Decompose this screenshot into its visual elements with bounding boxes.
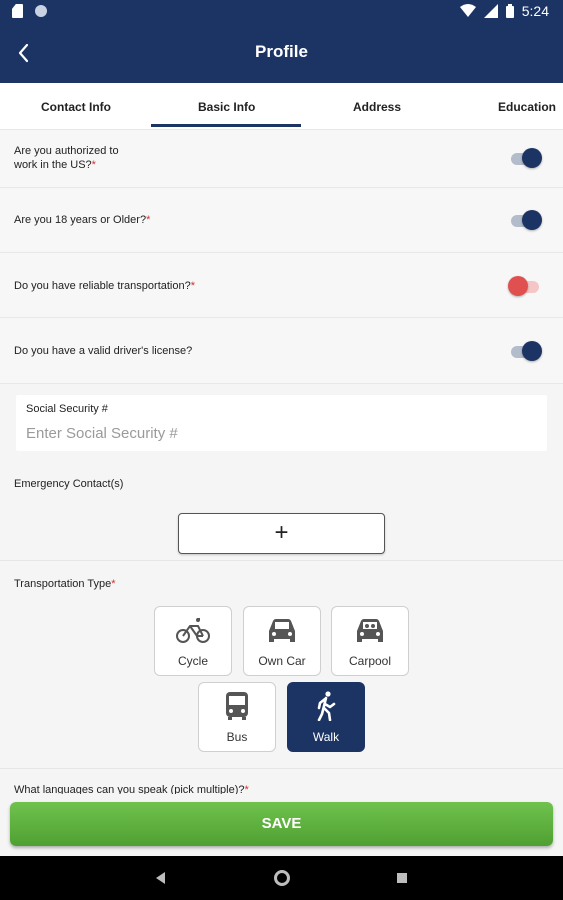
- transport-option-label: Walk: [312, 730, 340, 744]
- app-bar: [0, 24, 563, 83]
- ssn-card: [16, 395, 547, 451]
- transport-option-label: Own Car: [258, 654, 306, 668]
- question-row-authorized: [0, 130, 563, 188]
- tab-bar: [0, 83, 563, 130]
- add-emergency-contact-button[interactable]: +: [178, 513, 385, 554]
- status-bar: [0, 0, 563, 24]
- ssn-input[interactable]: [26, 425, 526, 442]
- divider: [0, 560, 563, 561]
- nav-recents-icon[interactable]: [397, 873, 407, 883]
- question-label: Are you 18 years or Older?*: [14, 214, 151, 226]
- bus-icon: [220, 691, 254, 721]
- carpool-icon: [353, 615, 387, 645]
- transport-option-bus[interactable]: [198, 682, 276, 752]
- transport-option-walk[interactable]: [287, 682, 365, 752]
- transport-option-label: Cycle: [177, 654, 208, 668]
- required-marker: *: [146, 214, 151, 226]
- status-time: 5:24: [521, 3, 549, 19]
- signal-icon: [484, 4, 498, 18]
- tab-address[interactable]: Address: [353, 100, 402, 114]
- battery-icon: [506, 4, 514, 18]
- question-label: Do you have a valid driver's license?: [14, 345, 193, 357]
- transport-option-label: Carpool: [348, 654, 392, 668]
- required-marker: *: [190, 280, 196, 292]
- system-nav-bar: [0, 856, 563, 900]
- transport-option-cycle[interactable]: [154, 606, 232, 676]
- question-label: Are you authorized to work in the US?*: [14, 145, 119, 171]
- required-marker: *: [91, 159, 96, 171]
- transport-option-own-car[interactable]: [243, 606, 321, 676]
- age-toggle[interactable]: [509, 210, 541, 228]
- authorized-toggle[interactable]: [509, 148, 541, 166]
- languages-label: What languages can you speak (pick multiple)?*: [14, 784, 249, 794]
- transportation-type-label: Transportation Type*: [14, 578, 116, 590]
- wifi-icon: [460, 4, 476, 18]
- transportation-toggle[interactable]: [509, 276, 541, 294]
- save-button[interactable]: SAVE: [10, 802, 553, 846]
- question-label: Do you have reliable transportation?*: [14, 280, 196, 292]
- question-row-age: [0, 188, 563, 253]
- tab-contact-info[interactable]: Contact Info: [41, 100, 111, 114]
- transport-option-carpool[interactable]: [331, 606, 409, 676]
- nav-back-icon[interactable]: [156, 872, 165, 884]
- question-row-license: [0, 318, 563, 384]
- tab-basic-info[interactable]: Basic Info: [198, 100, 256, 114]
- question-row-transportation: [0, 253, 563, 318]
- emergency-contacts-label: Emergency Contact(s): [14, 478, 124, 490]
- sd-card-icon: [12, 4, 23, 18]
- car-icon: [265, 615, 299, 645]
- page-title: Profile: [255, 42, 308, 61]
- bicycle-icon: [176, 615, 210, 645]
- active-tab-indicator: [151, 124, 301, 127]
- notification-dot-icon: [35, 5, 47, 17]
- required-marker: *: [111, 578, 116, 590]
- transport-option-label: Bus: [226, 730, 248, 744]
- ssn-label: Social Security #: [26, 403, 108, 415]
- tab-education[interactable]: Education: [498, 100, 557, 114]
- divider: [0, 768, 563, 769]
- nav-home-icon[interactable]: [274, 870, 290, 886]
- license-toggle[interactable]: [509, 341, 541, 359]
- walk-icon: [309, 691, 343, 721]
